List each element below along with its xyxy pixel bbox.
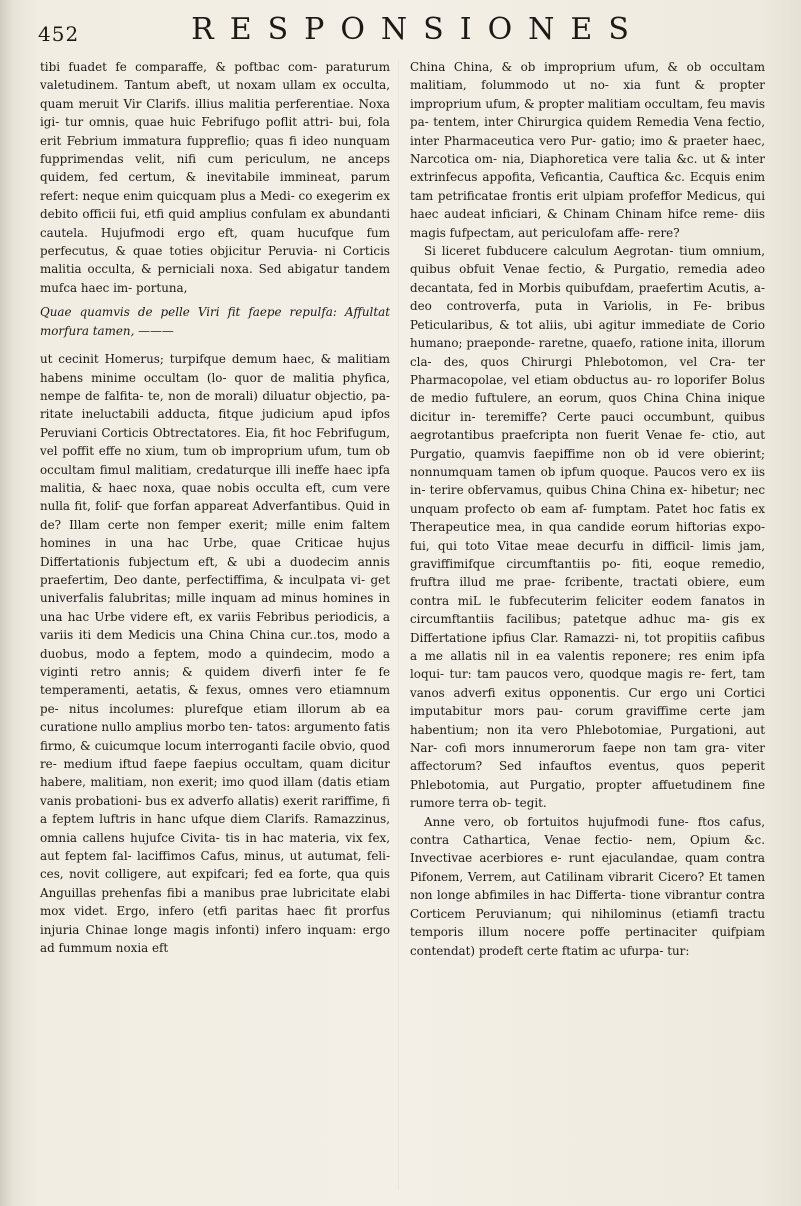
right-paragraph-2: Si liceret fubducere calculum Aegrotan- tium omnium, quibus obfuit Venae fectio, & Purgatio, remedia adeo decantata, fed in Morbis quibufdam, praefertim Acutis, a- deo controverfa, puta in Variolis, in Fe- bribus Peticularibus, & tot aliis, ubi agitur immediate de Corio humano; praeponde- raretne, quaefo, ratione inita, illorum cla- des, quos Chirurgi Phlebotomon, vel Cra- ter Pharmacopolae, vel etiam obductus au- ro loporifer Bolus de medio fuftulere, an eorum, quos China China inique dicitur in- teremiffe? Certe pauci occumbunt, quibus aegrotantibus praefcripta non fuerit Venae fe- ctio, aut Purgatio, quamvis faepiffime non ob id vere obierint; nonnumquam tamen ob ipfum quoque. Paucos vero ex iis in- terire obfervamus, quibus China China ex- hibetur; nec unquam profecto ob eam af- fumptam. Patet hoc fatis ex Therapeutice mea, in qua candide eorum hiftorias expo- fui, qui toto Vitae meae decurfu in difficil- limis jam, graviffimifque circumftantiis po- fiti, eoque remedio, fruftra illud me prae- fcribente, tractati obiere, eum contra miL le fubfecuterim feliciter eodem fanatos in circumftantiis facilibus; patetque adhuc ma- gis ex Differtatione ipfius Clar. Ramazzi- ni, tot propitiis cafibus a me allatis nil in ea valentis reponere; res enim ipfa loqui- tur: tam paucos vero, quodque magis re- fert, tam vanos adverfi exitus opponentis. Cur ergo uni Cortici imputabitur mors pau- corum graviffime certe jam habentium; non ita vero Phlebotomiae, Purgationi, aut Nar- cofi mors innumerorum faepe non tam gra- viter affectorum? Sed infauftos eventus, quos peperit Phlebotomia, aut Purgatio, propter affuetudinem fine rumore terra ob- tegit. bbox=[410, 244, 765, 811]
right-column bbox=[410, 58, 765, 960]
right-paragraph-3: Anne vero, ob fortuitos hujufmodi fune- ftos cafus, contra Cathartica, Venae fectio- nem, Opium &c. Invectivae acerbiores e- runt ejaculandae, quam contra Pifonem, Verrem, aut Catilinam vibrarit Cicero? Et tamen non longe abfimiles in hac Differta- tione vibrantur contra Corticem Peruvianum; qui nihilominus (etiamfi tractu temporis illum nocere poffe pertinaciter quifpiam contendat) prodeft certe ftatim ac ufurpa- tur: bbox=[410, 814, 765, 958]
column-gutter bbox=[398, 60, 399, 1190]
page-number: 452 bbox=[38, 22, 80, 46]
page-edge-shadow bbox=[0, 0, 14, 1206]
page-header bbox=[38, 8, 778, 52]
left-paragraph-1: tibi fuadet fe comparaffe, & poftbac com- paraturum valetudinem. Tantum abeft, ut noxam ullam ex occulta, quam meruit Vir Clarifs. illius malitia perferentiae. Noxa igi- tur omnis, quae huic Febrifugo poflit attri- bui, fola erit Febrium immatura fuppreflio; quas fi ideo nunquam fupprimendas velit, nifi cum periculum, ne anceps quidem, fed certum, & inevitabile immineat, parum refert: neque enim quicquam plus a Medi- co exegerim ex debito officii fui, etfi quid amplius confulam ex abundanti cautela. Hujufmodi ergo eft, quam hucufque fum perfecutus, & quae toties objicitur Peruvia- ni Corticis malitia occulta, & perniciali noxa. Sed abigatur tandem mufca haec im- portuna, bbox=[40, 60, 390, 295]
left-column bbox=[40, 58, 390, 958]
homer-verse-quote: Quae quamvis de pelle Viri fit faepe repulfa: Affultat morfura tamen, ——— bbox=[40, 305, 390, 338]
running-head: RESPONSIONES bbox=[191, 12, 645, 47]
left-paragraph-2: ut cecinit Homerus; turpifque demum haec, & malitiam habens minime occultam (lo- quor de malitia phyfica, nempe de falfita- te, non de morali) diluatur objectio, pa- ritate ineluctabili adducta, fitque judicium apud ipfos Peruviani Corticis Obtrectatores. Eia, fit hoc Febrifugum, vel poffit effe no xium, tum ob improprium ufum, tum ob occultam fimul malitiam, credaturque illi ineffe haec ipfa malitia, & haec noxa, quae nobis occulta eft, cum vere nulla fit, folif- que forfan appareat Adverfantibus. Quid in de? Illam certe non femper exerit; mille enim faltem homines in una hac Urbe, quae Criticae hujus Differtationis fubjectum eft, & ubi a duodecim annis praefertim, Deo dante, perfectiffima, & inculpata vi- get univerfalis falubritas; mille inquam ad minus homines in una hac Urbe videre eft, ex variis Febribus periodicis, a variis iti dem Medicis una China China cur..tos, modo a duobus, modo a feptem, modo a quindecim, modo a viginti retro annis; & quidem diverfi inter fe fe temperamenti, aetatis, & fexus, omnes vero etiamnum pe- nitus incolumes: plurefque etiam illorum ab ea curatione nullo amplius morbo ten- tatos: argumento fatis firmo, & cuicumque locum interroganti facile obvio, quod re- medium iftud faepe faepius occultam, quam dicitur habere, malitiam, non exerit; imo quod illam (datis etiam vanis probationi- bus ex adverfo allatis) exerit rariffime, fi a feptem luftris in hanc ufque diem Clarifs. Ramazzinus, omnia callens hujufce Civita- tis in hac materia, vix fex, aut feptem fal- laciffimos Cafus, minus, ut autumat, feli- ces, novit colligere, aut expifcari; fed ea forte, qua quis Anguillas prehenfas fibi a manibus prae lubricitate elabi mox videt. Ergo, infero (etfi paritas haec fit prorfus injuria Chinae longe magis infonti) infero inquam: ergo ad fummum noxia eft bbox=[40, 352, 390, 956]
right-paragraph-1: China China, & ob improprium ufum, & ob occultam malitiam, folummodo ut no- xia funt & propter improprium ufum, & propter malitiam occultam, feu mavis pa- tentem, inter Chirurgica quidem Remedia Vena fectio, inter Pharmaceutica vero Pur- gatio; imo & praeter haec, Narcotica om- nia, Diaphoretica vere talia &c. ut & inter extrinfecus appofita, Veficantia, Cauftica &c. Ecquis enim tam petrificatae frontis erit ulpiam profeffor Medicus, qui haec audeat inficiari, & Chinam Chinam hifce reme- diis magis fufpectam, aut periculofam affe- rere? bbox=[410, 60, 765, 240]
